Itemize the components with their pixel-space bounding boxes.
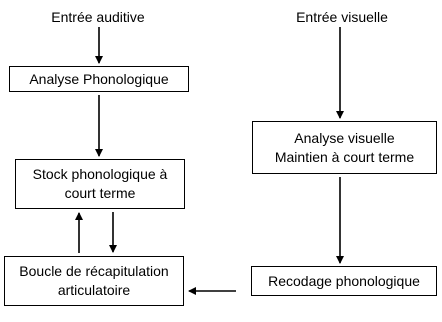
boucle-recapitulation-line1: Boucle de récapitulation (19, 263, 169, 279)
boucle-recapitulation-line2: articulatoire (57, 282, 131, 298)
entree-auditive-label: Entrée auditive (51, 9, 145, 25)
stock-phonologique-line1: Stock phonologique à (32, 166, 168, 182)
stock-phonologique-line2: court terme (64, 185, 136, 201)
analyse-phonologique-text: Analyse Phonologique (29, 70, 169, 87)
analyse-visuelle-line2: Maintien à court terme (274, 148, 415, 165)
entree-visuelle-label: Entrée visuelle (296, 9, 388, 25)
recodage-phonologique-text: Recodage phonologique (268, 272, 420, 289)
analyse-visuelle-line1: Analyse visuelle (294, 129, 395, 146)
